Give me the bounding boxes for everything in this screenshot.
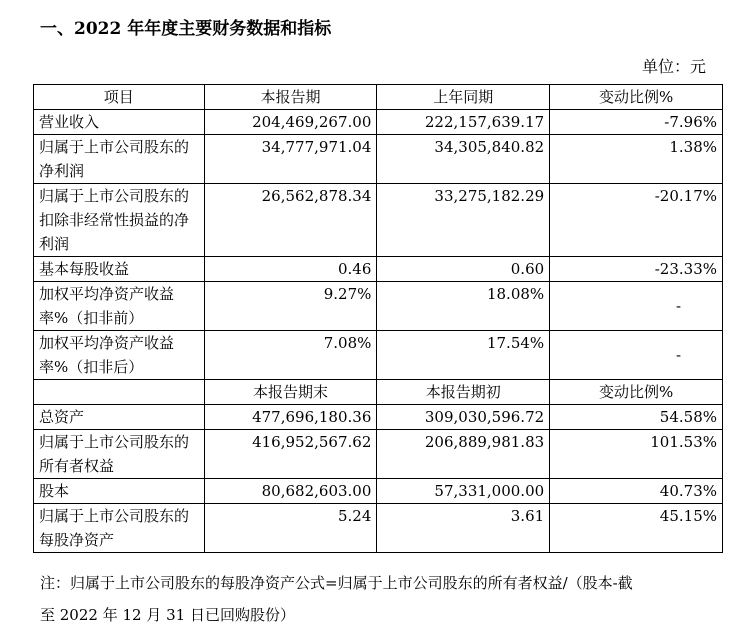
- row-label: 加权平均净资产收益率%（扣非后）: [34, 331, 205, 380]
- unit-label: 单位：元: [641, 57, 706, 76]
- section-heading: 一、2022 年年度主要财务数据和指标: [40, 19, 332, 39]
- row-label: 总资产: [34, 405, 205, 430]
- change-ratio: 45.15%: [550, 504, 723, 553]
- current-period-value: 0.46: [204, 257, 377, 282]
- current-period-value: 9.27%: [204, 282, 377, 331]
- table-row: [34, 135, 723, 184]
- change-ratio: -7.96%: [550, 110, 723, 135]
- row-label: 归属于上市公司股东的净利润: [34, 135, 205, 184]
- row-label: 归属于上市公司股东的所有者权益: [34, 430, 205, 479]
- period-end-value: 5.24: [204, 504, 377, 553]
- row-label: 加权平均净资产收益率%（扣非前）: [34, 282, 205, 331]
- row-label: 股本: [34, 479, 205, 504]
- period-start-value: 57,331,000.00: [377, 479, 550, 504]
- column-header: [34, 380, 205, 405]
- row-label: 营业收入: [34, 110, 205, 135]
- change-ratio: -: [550, 282, 723, 331]
- current-period-value: 34,777,971.04: [204, 135, 377, 184]
- current-period-value: 26,562,878.34: [204, 184, 377, 257]
- table-header-row: [34, 85, 723, 110]
- prior-period-value: 222,157,639.17: [377, 110, 550, 135]
- column-header: 本报告期: [204, 85, 377, 110]
- period-end-value: 416,952,567.62: [204, 430, 377, 479]
- column-header: 变动比例%: [550, 380, 723, 405]
- table-subheader-row: [34, 380, 723, 405]
- period-end-value: 477,696,180.36: [204, 405, 377, 430]
- change-ratio: 101.53%: [550, 430, 723, 479]
- footnote-line-2: 至 2022 年 12 月 31 日已回购股份）: [40, 606, 295, 624]
- prior-period-value: 17.54%: [377, 331, 550, 380]
- column-header: 本报告期末: [204, 380, 377, 405]
- current-period-value: 7.08%: [204, 331, 377, 380]
- table-row: [34, 331, 723, 380]
- period-start-value: 3.61: [377, 504, 550, 553]
- financial-data-table: [33, 84, 723, 553]
- table-row: [34, 257, 723, 282]
- change-ratio: 54.58%: [550, 405, 723, 430]
- change-ratio: 1.38%: [550, 135, 723, 184]
- table-row: [34, 110, 723, 135]
- prior-period-value: 18.08%: [377, 282, 550, 331]
- period-start-value: 309,030,596.72: [377, 405, 550, 430]
- table-row: [34, 430, 723, 479]
- row-label: 归属于上市公司股东的扣除非经常性损益的净利润: [34, 184, 205, 257]
- period-start-value: 206,889,981.83: [377, 430, 550, 479]
- change-ratio: -20.17%: [550, 184, 723, 257]
- table-row: [34, 405, 723, 430]
- prior-period-value: 0.60: [377, 257, 550, 282]
- column-header: 项目: [34, 85, 205, 110]
- current-period-value: 204,469,267.00: [204, 110, 377, 135]
- column-header: 变动比例%: [550, 85, 723, 110]
- prior-period-value: 33,275,182.29: [377, 184, 550, 257]
- row-label: 归属于上市公司股东的每股净资产: [34, 504, 205, 553]
- column-header: 上年同期: [377, 85, 550, 110]
- table-row: [34, 282, 723, 331]
- table-row: [34, 479, 723, 504]
- change-ratio: -: [550, 331, 723, 380]
- period-end-value: 80,682,603.00: [204, 479, 377, 504]
- table-row: [34, 184, 723, 257]
- table-row: [34, 504, 723, 553]
- row-label: 基本每股收益: [34, 257, 205, 282]
- footnote-line-1: 注：归属于上市公司股东的每股净资产公式=归属于上市公司股东的所有者权益/（股本-截: [40, 574, 633, 592]
- change-ratio: -23.33%: [550, 257, 723, 282]
- prior-period-value: 34,305,840.82: [377, 135, 550, 184]
- column-header: 本报告期初: [377, 380, 550, 405]
- change-ratio: 40.73%: [550, 479, 723, 504]
